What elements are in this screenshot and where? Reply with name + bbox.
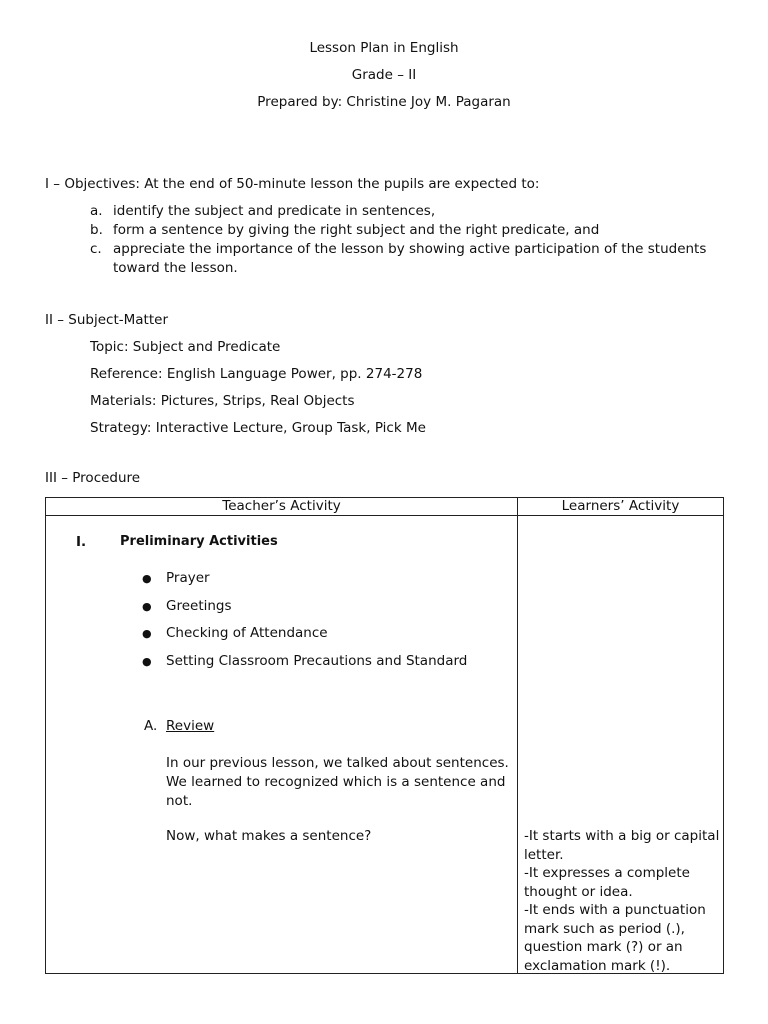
grade-line: Grade – II (351, 67, 417, 83)
list-text: identify the subject and predicate in sentences, (113, 203, 436, 219)
materials-line: Materials: Pictures, Strips, Real Objects (90, 393, 355, 409)
list-text: appreciate the importance of the lesson by showing active participation of the students toward the lesson. (113, 241, 707, 276)
bullet-icon: ● (142, 599, 152, 613)
list-marker: b. (90, 222, 103, 238)
subject-matter-heading: II – Subject-Matter (45, 312, 168, 328)
list-text: Prayer (166, 570, 210, 586)
topic-line: Topic: Subject and Predicate (90, 339, 281, 355)
review-title: Review (166, 718, 215, 734)
list-item (90, 240, 710, 278)
teacher-activity-cell (46, 516, 518, 974)
reference-line: Reference: English Language Power, pp. 274-278 (90, 366, 423, 382)
bullet-icon: ● (142, 654, 152, 668)
list-item (142, 652, 467, 680)
list-text: Checking of Attendance (166, 625, 328, 641)
objectives-heading: I – Objectives: At the end of 50-minute lesson the pupils are expected to: (45, 176, 540, 192)
procedure-table (45, 497, 724, 974)
learner-activity-cell (518, 516, 724, 974)
procedure-heading: III – Procedure (45, 470, 141, 486)
list-item (90, 202, 710, 221)
bullet-icon: ● (142, 572, 152, 585)
preliminary-activities-list (142, 569, 467, 679)
table-header-row (46, 498, 724, 516)
section-numeral: I. (76, 534, 87, 550)
list-item (142, 569, 467, 597)
teacher-activity-header: Teacher’s Activity (46, 498, 518, 516)
prepared-by-line: Prepared by: Christine Joy M. Pagaran (257, 94, 511, 110)
list-item (90, 221, 710, 240)
list-item (142, 597, 467, 625)
list-item (142, 624, 467, 652)
bullet-icon: ● (142, 627, 152, 640)
learner-activity-header: Learners’ Activity (518, 498, 724, 516)
list-marker: c. (90, 241, 102, 257)
review-marker: A. (144, 718, 158, 734)
review-question: Now, what makes a sentence? (166, 828, 372, 844)
review-paragraph: In our previous lesson, we talked about sentences. We learned to recognized which is a sentence and not. (166, 755, 509, 809)
list-text: form a sentence by giving the right subject and the right predicate, and (113, 222, 600, 238)
objectives-list (90, 202, 710, 278)
list-marker: a. (90, 203, 103, 219)
list-text: Setting Classroom Precautions and Standard (166, 652, 468, 669)
list-text: Greetings (166, 597, 232, 614)
learner-answer: -It starts with a big or capital letter. -It expresses a complete thought or idea. -It ends with a punctuation mark such as period (.), question mark (?) or an exclamation mark (!). (524, 828, 720, 974)
table-row (46, 516, 724, 974)
section-title: Preliminary Activities (120, 534, 278, 549)
document-title: Lesson Plan in English (309, 40, 459, 56)
strategy-line: Strategy: Interactive Lecture, Group Task, Pick Me (90, 420, 426, 436)
